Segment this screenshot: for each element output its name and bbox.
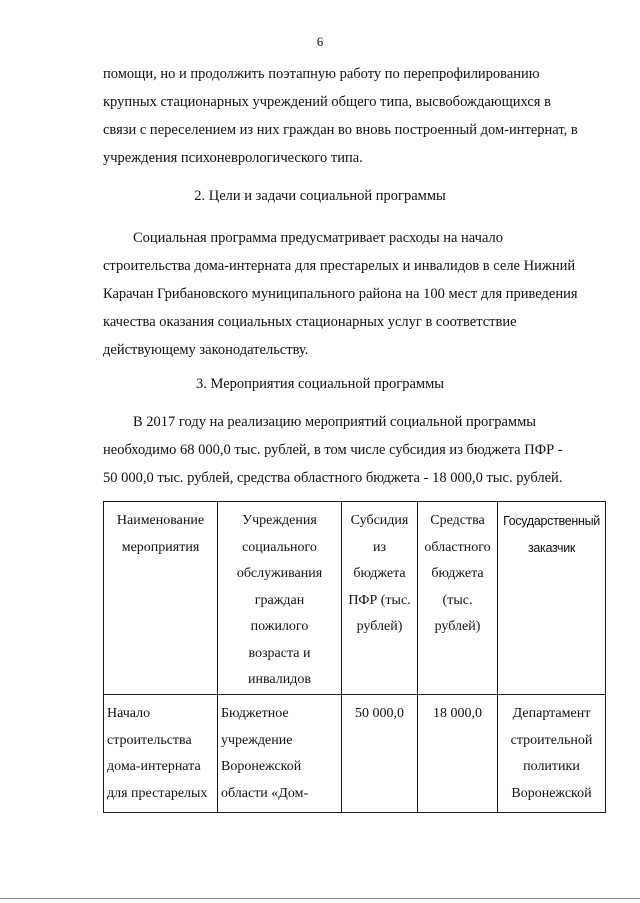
section2-line-2: строительства дома-интерната для престарелых и инвалидов в селе Нижний bbox=[103, 258, 576, 274]
table-header-row bbox=[104, 502, 606, 695]
section2-line-3: Карачан Грибановского муниципального района на 100 мест для приведения bbox=[103, 286, 578, 302]
intro-line-2: крупных стационарных учреждений общего типа, высвобождающихся в bbox=[103, 94, 551, 110]
cell-institution: Бюджетное учреждение Воронежской области «Дом- bbox=[218, 695, 342, 813]
section2-line-4: качества оказания социальных стационарных услуг в соответствие bbox=[103, 314, 517, 330]
page-number: 6 bbox=[316, 34, 324, 49]
intro-line-3: связи с переселением из них граждан во вновь построенный дом-интернат, в bbox=[103, 122, 578, 138]
section3-line-2: необходимо 68 000,0 тыс. рублей, в том числе субсидия из бюджета ПФР - bbox=[103, 442, 563, 458]
section3-line-3: 50 000,0 тыс. рублей, средства областного бюджета - 18 000,0 тыс. рублей. bbox=[103, 470, 563, 486]
cell-pfr-subsidy: 50 000,0 bbox=[342, 695, 418, 813]
cell-regional-budget: 18 000,0 bbox=[418, 695, 498, 813]
section3-line-1: В 2017 году на реализацию мероприятий социальной программы bbox=[133, 414, 537, 430]
intro-line-4: учреждения психоневрологического типа. bbox=[103, 150, 363, 166]
header-pfr-subsidy: Субсидия из бюджета ПФР (тыс. рублей) bbox=[342, 502, 418, 695]
section3-heading: 3. Мероприятия социальной программы bbox=[196, 376, 444, 392]
header-regional-budget: Средства областного бюджета (тыс. рублей) bbox=[418, 502, 498, 695]
section2-line-5: действующему законодательству. bbox=[103, 342, 309, 358]
cell-event: Начало строительства дома-интерната для престарелых bbox=[104, 695, 218, 813]
measures-table bbox=[103, 501, 606, 813]
section2-heading: 2. Цели и задачи социальной программы bbox=[194, 188, 446, 204]
header-institutions: Учреждения социального обслуживания граждан пожилого возраста и инвалидов bbox=[218, 502, 342, 695]
table-row bbox=[104, 695, 606, 813]
header-event-name: Наименование мероприятия bbox=[104, 502, 218, 695]
intro-line-1: помощи, но и продолжить поэтапную работу по перепрофилированию bbox=[103, 66, 540, 82]
section2-line-1: Социальная программа предусматривает расходы на начало bbox=[133, 230, 503, 246]
cell-customer: Департамент строительной политики Воронежской bbox=[498, 695, 606, 813]
header-state-customer: Государственный заказчик bbox=[498, 502, 606, 695]
page-bottom-rule bbox=[0, 898, 640, 899]
